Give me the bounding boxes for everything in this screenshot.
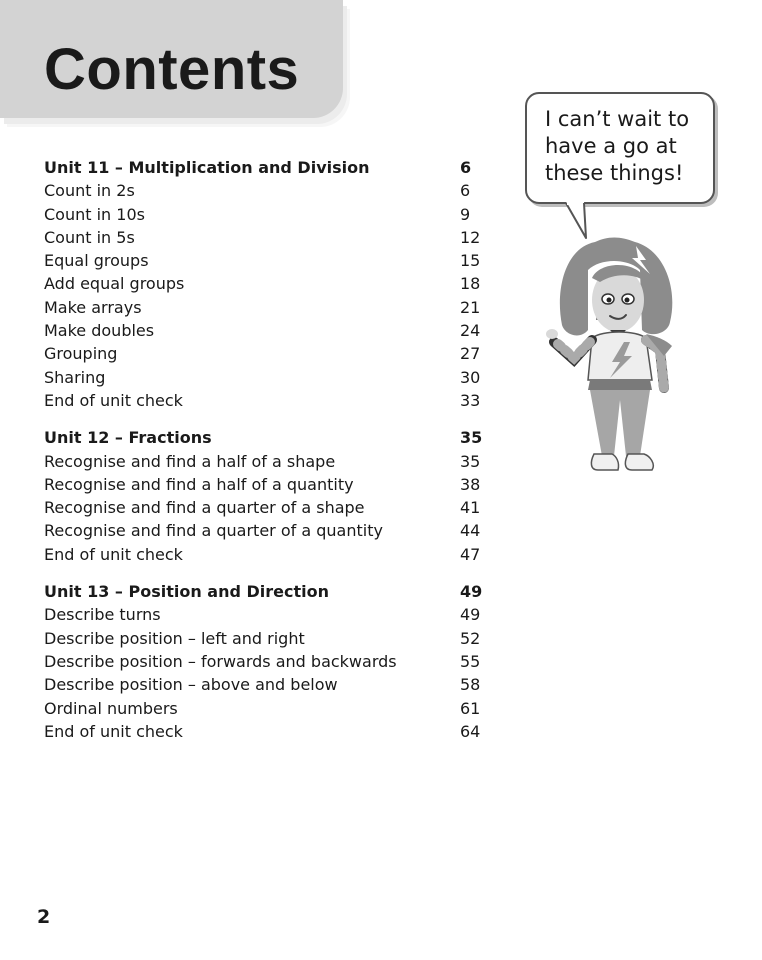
toc-entry-page: 18: [460, 274, 481, 294]
page-number: 2: [37, 906, 51, 928]
unit-page: 49: [460, 582, 483, 602]
toc-entry-label: Recognise and find a half of a quantity: [44, 474, 354, 494]
toc-entry[interactable]: [44, 603, 490, 626]
toc-entry[interactable]: [44, 296, 490, 319]
toc-entry-label: Describe position – forwards and backwards: [44, 651, 397, 671]
unit-title: Unit 11 – Multiplication and Division: [44, 158, 370, 177]
speech-bubble-text: I can’t wait to have a go at these things!: [545, 107, 690, 185]
toc-entry[interactable]: [44, 366, 490, 389]
toc-entry-page: 47: [460, 544, 481, 564]
toc-entry-page: 58: [460, 675, 481, 695]
toc-entry[interactable]: [44, 673, 490, 696]
toc-entry-label: Equal groups: [44, 251, 149, 271]
title-tab: [0, 0, 343, 118]
toc-entry[interactable]: [44, 226, 490, 249]
toc-entry-label: Recognise and find a quarter of a shape: [44, 498, 365, 518]
toc-entry-label: Describe position – left and right: [44, 628, 305, 648]
toc-entry[interactable]: [44, 650, 490, 673]
toc-entry[interactable]: [44, 627, 490, 650]
toc-entry[interactable]: [44, 697, 490, 720]
unit-title: Unit 13 – Position and Direction: [44, 582, 330, 602]
unit-heading[interactable]: [44, 156, 490, 179]
toc-entry-label: Count in 10s: [44, 204, 145, 224]
toc-entry-page: 30: [460, 367, 481, 387]
toc-entry-page: 15: [460, 251, 481, 271]
toc-entry-label: End of unit check: [44, 390, 183, 410]
toc-entry-label: Make arrays: [44, 297, 142, 317]
toc-entry[interactable]: [44, 249, 490, 272]
toc-entry-page: 55: [460, 651, 481, 671]
table-of-contents: [44, 156, 490, 757]
toc-entry-label: End of unit check: [44, 721, 183, 741]
toc-entry-page: 49: [460, 605, 481, 625]
toc-entry-label: Recognise and find a quarter of a quantity: [44, 521, 383, 541]
unit-section: [44, 426, 490, 566]
toc-entry-page: 21: [460, 297, 481, 317]
toc-entry-label: End of unit check: [44, 544, 183, 564]
toc-entry-label: Ordinal numbers: [44, 698, 178, 718]
toc-entry-page: 64: [460, 721, 481, 741]
toc-entry[interactable]: [44, 179, 490, 202]
toc-entry-label: Count in 5s: [44, 227, 135, 247]
toc-entry-label: Recognise and find a half of a shape: [44, 451, 336, 471]
toc-entry-page: 44: [460, 521, 481, 541]
toc-entry[interactable]: [44, 720, 490, 743]
unit-section: [44, 580, 490, 743]
toc-entry-label: Sharing: [44, 367, 106, 387]
unit-page: 35: [460, 428, 483, 448]
toc-entry-label: Describe position – above and below: [44, 675, 338, 695]
toc-entry-page: 41: [460, 498, 481, 518]
unit-heading[interactable]: [44, 580, 490, 603]
toc-entry-page: 38: [460, 474, 481, 494]
toc-entry-page: 6: [460, 181, 471, 201]
toc-entry-page: 12: [460, 227, 481, 247]
toc-entry[interactable]: [44, 203, 490, 226]
toc-entry[interactable]: [44, 496, 490, 519]
toc-entry-label: Describe turns: [44, 605, 161, 625]
toc-entry-page: 27: [460, 344, 481, 364]
toc-entry[interactable]: [44, 543, 490, 566]
toc-entry-page: 61: [460, 698, 481, 718]
toc-entry-label: Count in 2s: [44, 181, 135, 201]
unit-title: Unit 12 – Fractions: [44, 428, 212, 448]
unit-page: 6: [460, 158, 472, 177]
toc-entry-page: 33: [460, 390, 481, 410]
toc-entry[interactable]: [44, 342, 490, 365]
unit-heading[interactable]: [44, 426, 490, 449]
toc-entry[interactable]: [44, 389, 490, 412]
toc-entry-label: Grouping: [44, 344, 118, 364]
unit-section: [44, 156, 490, 412]
toc-entry[interactable]: [44, 450, 490, 473]
toc-entry-label: Make doubles: [44, 321, 155, 341]
page-title: Contents: [44, 37, 300, 102]
speech-bubble: [525, 92, 715, 204]
toc-entry-page: 52: [460, 628, 481, 648]
cartoon-girl-character-icon: [540, 230, 690, 490]
toc-entry-label: Add equal groups: [44, 274, 185, 294]
toc-entry[interactable]: [44, 272, 490, 295]
toc-entry[interactable]: [44, 473, 490, 496]
toc-entry[interactable]: [44, 319, 490, 342]
toc-entry-page: 24: [460, 321, 481, 341]
toc-entry[interactable]: [44, 519, 490, 542]
toc-entry-page: 35: [460, 451, 481, 471]
toc-entry-page: 9: [460, 204, 471, 224]
